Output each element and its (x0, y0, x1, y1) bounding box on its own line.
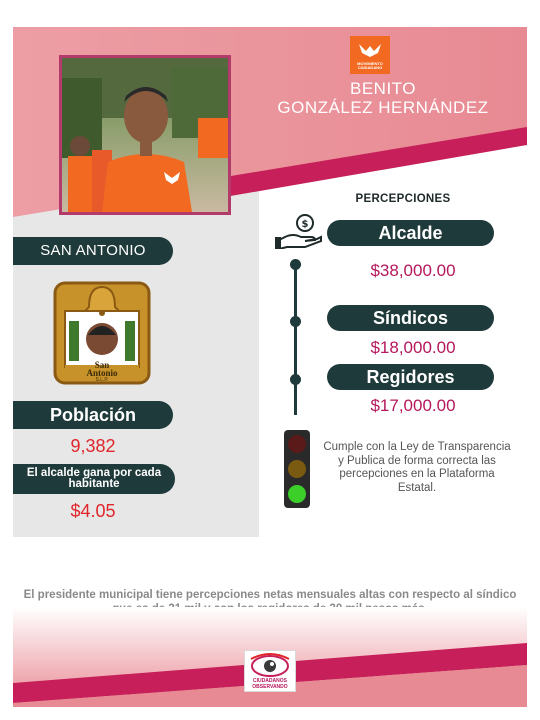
municipality-name: SAN ANTONIO (13, 237, 173, 265)
infographic-card (13, 27, 527, 537)
alcalde-label: Alcalde (327, 220, 494, 246)
sindicos-amount: $18,000.00 (370, 338, 456, 357)
party-logo-text: MOVIMIENTO CIUDADANO (357, 61, 383, 70)
population-value: 9,382 (70, 436, 116, 456)
yellow-light (288, 460, 306, 478)
green-light (288, 485, 306, 503)
timeline-dot (290, 316, 301, 327)
regidores-label: Regidores (327, 364, 494, 390)
alcalde-amount: $38,000.00 (370, 261, 456, 280)
seal-text-2: Antonio (86, 368, 118, 378)
seal-text-3: S.L.P. (95, 377, 109, 383)
timeline-line (294, 263, 297, 415)
timeline-dot (290, 259, 301, 270)
candidate-first-name: BENITO (350, 79, 416, 98)
observer-logo-line1: CIUDADANOS (253, 678, 287, 684)
municipality-seal (47, 277, 157, 389)
footer-text: El presidente municipal tiene percepciones netas mensuales altas con respecto al síndico (23, 589, 517, 601)
per-capita-label: El alcalde gana por cada habitante (13, 464, 175, 494)
red-light (288, 435, 306, 453)
traffic-light-icon (284, 430, 310, 508)
party-logo (350, 36, 390, 74)
regidores-amount: $17,000.00 (370, 396, 456, 415)
sindicos-label: Síndicos (327, 305, 494, 331)
money-hand-icon (275, 213, 323, 249)
candidate-photo-frame (59, 55, 231, 215)
timeline-dot (290, 374, 301, 385)
candidate-name (253, 79, 513, 117)
population-label: Población (13, 401, 173, 429)
ciudadanos-observando-logo (244, 650, 296, 692)
seal-text-1: San (94, 360, 110, 370)
compliance-text: Cumple con la Ley de Transparencia y Publica de forma correcta las percepciones en la Plataforma Estatal. (323, 441, 511, 494)
candidate-last-names: GONZÁLEZ HERNÁNDEZ (277, 98, 489, 117)
observer-logo-line2: OBSERVANDO (252, 683, 288, 690)
perceptions-title: PERCEPCIONES (355, 193, 451, 205)
per-capita-value: $4.05 (70, 501, 116, 521)
svg-text:$: $ (301, 219, 309, 230)
candidate-photo (62, 58, 228, 212)
